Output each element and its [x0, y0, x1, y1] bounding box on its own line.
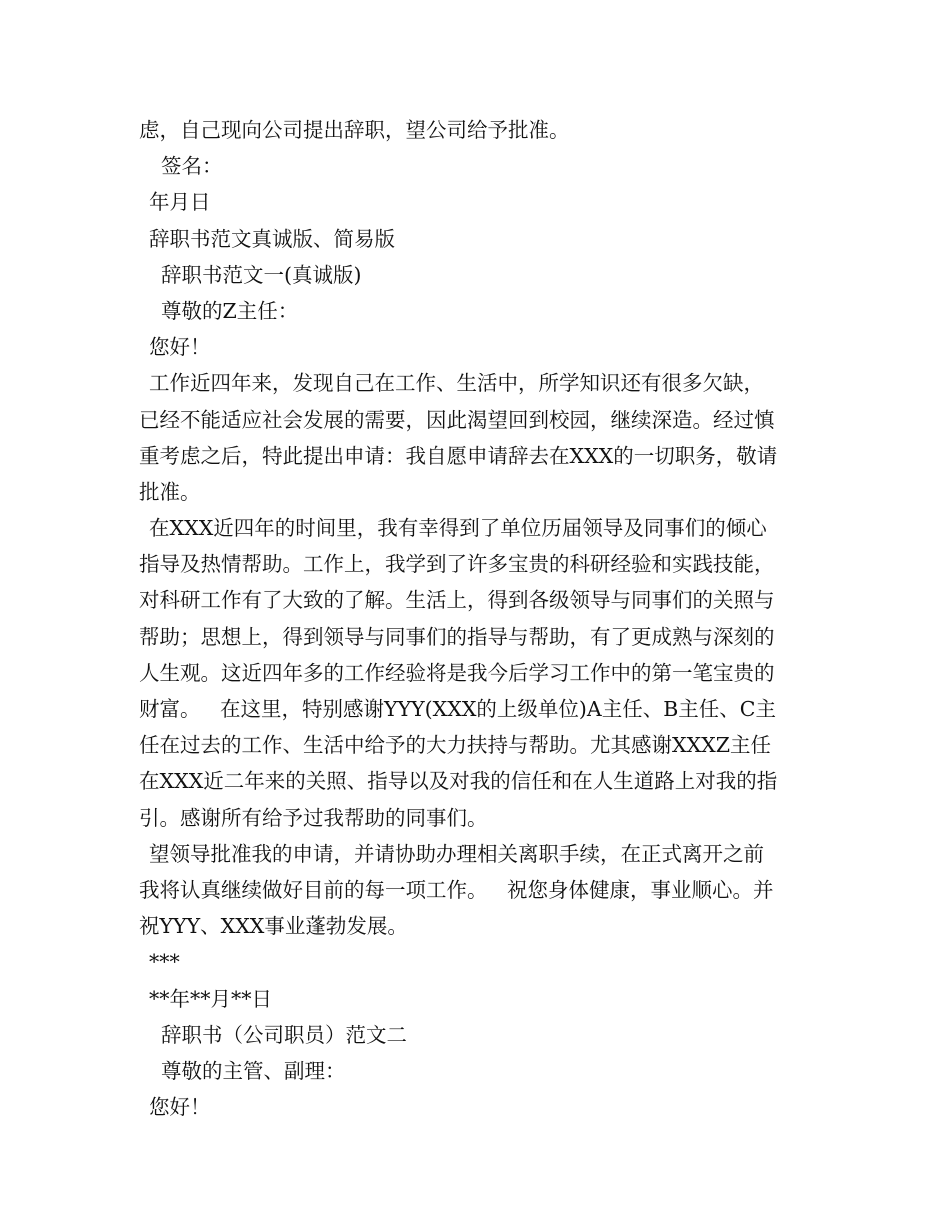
text-line: 在XXX近四年的时间里，我有幸得到了单位历届领导及同事们的倾心 [149, 516, 767, 541]
salutation: 尊敬的主管、副理： [161, 1058, 346, 1083]
sample-title: 辞职书范文一(真诚版) [161, 262, 362, 287]
text-line: 帮助；思想上，得到领导与同事们的指导与帮助，有了更成熟与深刻的 [139, 624, 775, 649]
text-line: 望领导批准我的申请，并请协助办理相关离职手续，在正式离开之前 [149, 841, 764, 866]
text-line: 任在过去的工作、生活中给予的大力扶持与帮助。尤其感谢XXXZ主任 [139, 733, 772, 758]
text-line: 虑，自己现向公司提出辞职，望公司给予批准。 [139, 118, 570, 142]
text-line: 重考虑之后，特此提出申请：我自愿申请辞去在XXX的一切职务，敬请 [139, 443, 778, 468]
text-line: 我将认真继续做好目前的每一项工作。 祝您身体健康，事业顺心。并 [139, 877, 774, 902]
salutation: 尊敬的Z主任： [161, 298, 299, 323]
text-line: 对科研工作有了大致的了解。生活上，得到各级领导与同事们的关照与 [139, 588, 775, 613]
text-line: 批准。 [139, 479, 201, 504]
text-line: 已经不能适应社会发展的需要，因此渴望回到校园，继续深造。经过慎 [139, 407, 775, 432]
text-line: 指导及热情帮助。工作上，我学到了许多宝贵的科研经验和实践技能， [139, 552, 775, 577]
signature-placeholder: *** [149, 950, 180, 975]
text-line: 祝YYY、XXX事业蓬勃发展。 [139, 914, 408, 939]
greeting: 您好！ [149, 1095, 211, 1120]
document-page [139, 112, 819, 1125]
sample-title: 辞职书（公司职员）范文二 [161, 1022, 407, 1047]
text-line: 财富。 在这里，特别感谢YYY(XXX的上级单位)A主任、B主任、C主 [139, 697, 776, 721]
text-line: 人生观。这近四年多的工作经验将是我今后学习工作中的第一笔宝贵的 [139, 660, 775, 685]
signature-label: 签名： [161, 154, 223, 179]
greeting: 您好！ [149, 335, 211, 360]
section-heading: 辞职书范文真诚版、简易版 [149, 226, 395, 251]
date-placeholder: 年月日 [149, 190, 211, 215]
text-line: 引。感谢所有给予过我帮助的同事们。 [139, 805, 488, 830]
date-line: **年**月**日 [149, 986, 272, 1011]
text-line: 工作近四年来，发现自己在工作、生活中，所学知识还有很多欠缺， [149, 371, 764, 396]
text-line: 在XXX近二年来的关照、指导以及对我的信任和在人生道路上对我的指 [139, 769, 778, 794]
